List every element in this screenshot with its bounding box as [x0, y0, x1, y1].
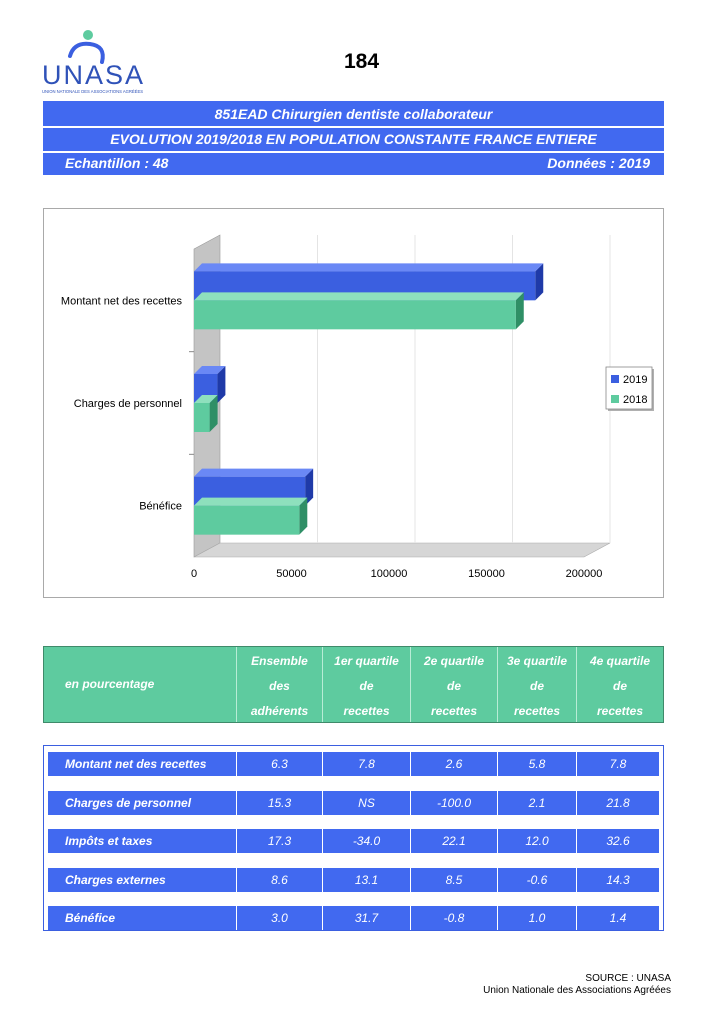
- table-header: [43, 646, 664, 723]
- sample-size: Echantillon : 48: [65, 155, 169, 171]
- column-header: 3e quartile de recettes: [506, 654, 568, 718]
- table-cell: -0.6: [526, 873, 548, 887]
- table-row: [48, 829, 659, 853]
- source-note: [483, 973, 671, 997]
- row-label: Charges externes: [65, 873, 166, 887]
- x-tick-label: 0: [190, 568, 198, 580]
- bar-top: [194, 263, 543, 271]
- bar-chart: [44, 209, 663, 597]
- legend-swatch: [611, 395, 619, 403]
- table-cell: 22.1: [442, 834, 466, 848]
- logo-text: UNASA: [42, 60, 145, 90]
- chart-container: [43, 208, 664, 598]
- table-cell: 6.3: [271, 757, 288, 771]
- chart-floor: [194, 543, 610, 557]
- table-cell: 13.1: [354, 873, 379, 887]
- x-tick-label: 200000: [565, 568, 603, 580]
- table-row: [48, 868, 659, 892]
- table-cell: -0.8: [443, 911, 465, 925]
- table-body: [43, 745, 664, 931]
- table-row: [48, 752, 659, 776]
- table-cell: 31.7: [354, 911, 379, 925]
- column-header: 1er quartile de recettes: [334, 654, 399, 718]
- legend-swatch: [611, 375, 619, 383]
- profession-title: 851EAD Chirurgien dentiste collaborateur: [214, 106, 493, 122]
- data-year: Données : 2019: [547, 155, 650, 171]
- source-organization: Union Nationale des Associations Agréées: [483, 985, 671, 996]
- bar-top: [194, 469, 313, 477]
- legend-label: 2018: [623, 394, 648, 406]
- table-cell: 7.8: [358, 757, 375, 771]
- table-cell: 2.6: [445, 757, 463, 771]
- legend-label: 2019: [623, 374, 648, 386]
- table-cell: 1.4: [609, 911, 627, 925]
- table-cell: 21.8: [606, 796, 630, 810]
- table-cell: 3.0: [271, 911, 288, 925]
- table-cell: -34.0: [352, 834, 381, 848]
- table-row: [48, 906, 659, 930]
- table-cell: 2.1: [528, 796, 546, 810]
- table-cell: -100.0: [436, 796, 472, 810]
- row-label: Bénéfice: [65, 911, 116, 925]
- table-cell: 12.0: [525, 834, 549, 848]
- header-meta-row: [43, 152, 664, 175]
- bar-top: [194, 292, 524, 300]
- row-label: Montant net des recettes: [65, 757, 207, 771]
- x-tick-label: 50000: [276, 568, 307, 580]
- table-cell: 14.3: [606, 873, 630, 887]
- table-cell: 7.8: [609, 757, 627, 771]
- x-tick-label: 150000: [468, 568, 505, 580]
- table-cell: 8.5: [445, 873, 463, 887]
- evolution-title: EVOLUTION 2019/2018 EN POPULATION CONSTANTE FRANCE ENTIERE: [110, 131, 597, 147]
- logo-tagline: UNION NATIONALE DES ASSOCIATIONS AGRÉÉES: [42, 89, 144, 94]
- column-header: 2e quartile de recettes: [423, 654, 485, 718]
- report-header: [43, 101, 664, 175]
- bar: [194, 403, 210, 432]
- category-label: Montant net des recettes: [60, 295, 182, 308]
- source-label: SOURCE : UNASA: [585, 973, 671, 984]
- table-cell: 8.6: [271, 873, 288, 887]
- logo-dot: [83, 30, 93, 40]
- row-label: Charges de personnel: [65, 796, 192, 810]
- category-label: Bénéfice: [139, 500, 182, 513]
- page-number: 184: [343, 50, 380, 73]
- row-label: Impôts et taxes: [65, 834, 153, 848]
- category-label: Charges de personnel: [73, 398, 182, 410]
- bar: [194, 506, 299, 535]
- table-cell: 17.3: [267, 834, 292, 848]
- table-cell: 15.3: [267, 796, 292, 810]
- column-header: 4e quartile de recettes: [589, 654, 651, 718]
- table-row: [48, 791, 659, 815]
- table-cell: 1.0: [528, 911, 546, 925]
- table-cell: NS: [358, 796, 375, 810]
- column-header: Ensemble des adhérents: [250, 654, 309, 718]
- table-cell: 5.8: [528, 757, 546, 771]
- table-corner-label: en pourcentage: [65, 677, 155, 691]
- bar: [194, 300, 516, 329]
- x-tick-label: 100000: [370, 568, 408, 580]
- table-cell: 32.6: [606, 834, 630, 848]
- bar-top: [194, 498, 307, 506]
